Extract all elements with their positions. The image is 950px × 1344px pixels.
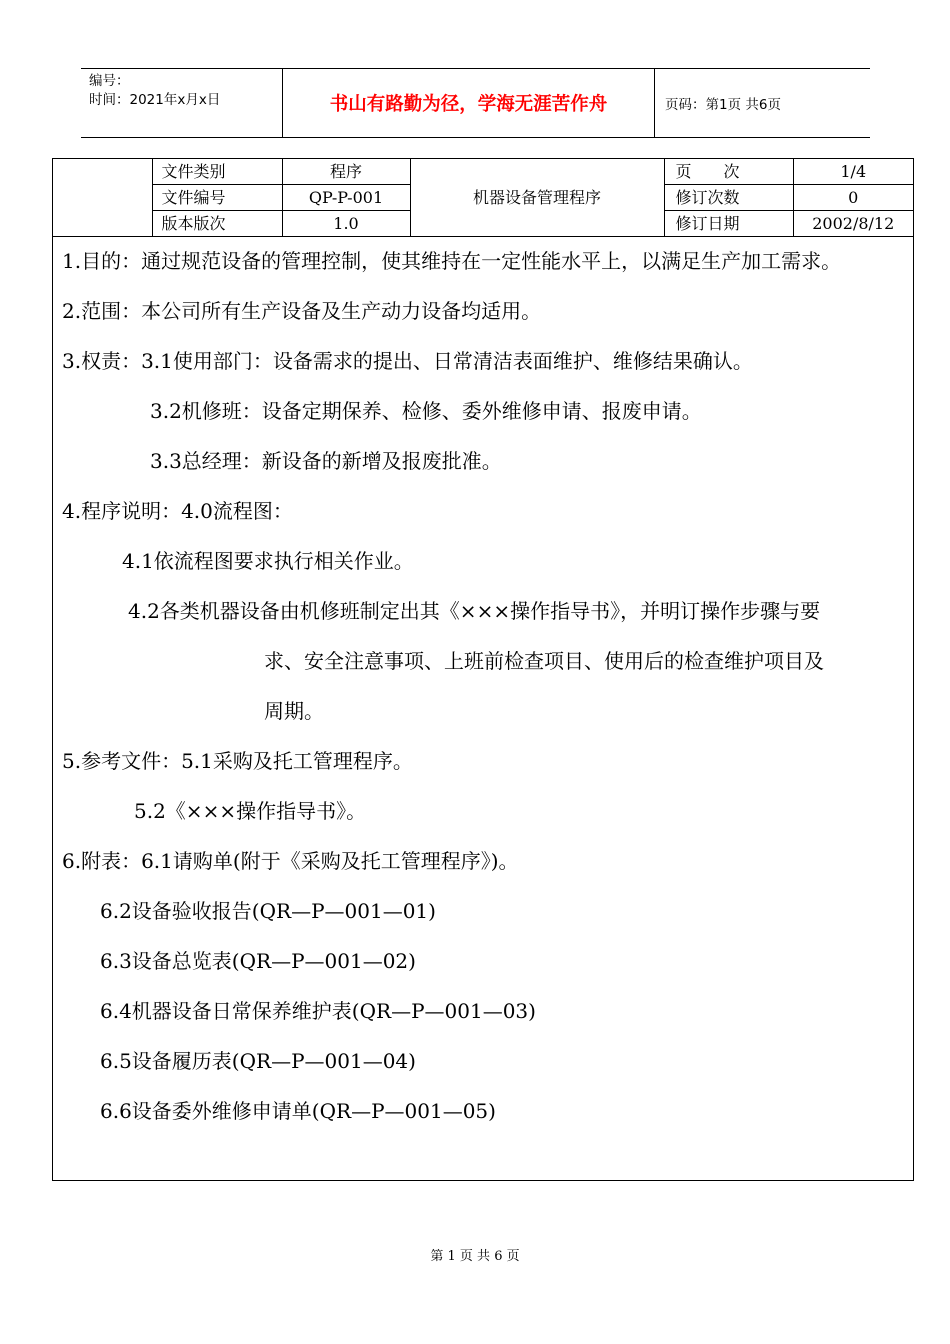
document-meta-table [53, 159, 913, 237]
meta-page-label: 页 次 [664, 159, 793, 185]
header-page-info: 页码：第1页 共6页 [665, 97, 781, 113]
section-procedure-4-2-line3: 周期。 [264, 699, 324, 723]
section-procedure-4-1: 4.1依流程图要求执行相关作业。 [122, 549, 414, 573]
section-purpose: 1.目的：通过规范设备的管理控制，使其维持在一定性能水平上，以满足生产加工需求。 [62, 249, 842, 273]
header-date: 时间：2021年x月x日 [89, 92, 221, 108]
meta-revision-date-value: 2002/8/12 [793, 211, 913, 237]
section-responsibility-3-2: 3.2机修班：设备定期保养、检修、委外维修申请、报废申请。 [150, 399, 702, 423]
section-scope: 2.范围：本公司所有生产设备及生产动力设备均适用。 [62, 299, 542, 323]
section-attachments-6-6: 6.6设备委外维修申请单(QR—P—001—05) [100, 1099, 496, 1123]
section-procedure-4-2-line2: 求、安全注意事项、上班前检查项目、使用后的检查维护项目及 [264, 649, 824, 673]
section-responsibility-3-3: 3.3总经理：新设备的新增及报废批准。 [150, 449, 502, 473]
meta-doc-no-value: QP-P-001 [282, 185, 410, 211]
header-code-label: 编号： [89, 73, 130, 89]
meta-doc-type-value: 程序 [282, 159, 410, 185]
section-references: 5.参考文件：5.1采购及托工管理程序。 [62, 749, 413, 773]
section-procedure-4-2-line1: 4.2各类机器设备由机修班制定出其《×××操作指导书》，并明订操作步骤与要 [128, 599, 821, 623]
meta-doc-type-label: 文件类别 [152, 159, 282, 185]
section-attachments-6-3: 6.3设备总览表(QR—P—001—02) [100, 949, 416, 973]
header-motto: 书山有路勤为径，学海无涯苦作舟 [282, 69, 655, 137]
section-attachments: 6.附表：6.1请购单(附于《采购及托工管理程序》)。 [62, 849, 519, 873]
document-content [62, 236, 907, 1136]
section-attachments-6-5: 6.5设备履历表(QR—P—001—04) [100, 1049, 416, 1073]
meta-page-value: 1/4 [793, 159, 913, 185]
page-footer: 第 1 页 共 6 页 [430, 1249, 520, 1264]
meta-blank-cell [53, 159, 152, 237]
meta-revision-label: 修订次数 [664, 185, 793, 211]
meta-version-label: 版本版次 [152, 211, 282, 237]
running-header [81, 68, 870, 138]
meta-doc-title: 机器设备管理程序 [410, 159, 664, 237]
document-box [52, 158, 914, 1181]
meta-revision-date-label: 修订日期 [664, 211, 793, 237]
section-procedure: 4.程序说明：4.0流程图： [62, 499, 293, 523]
meta-version-value: 1.0 [282, 211, 410, 237]
section-attachments-6-4: 6.4机器设备日常保养维护表(QR—P—001—03) [100, 999, 536, 1023]
section-attachments-6-2: 6.2设备验收报告(QR—P—001—01) [100, 899, 436, 923]
section-responsibility: 3.权责：3.1使用部门：设备需求的提出、日常清洁表面维护、维修结果确认。 [62, 349, 753, 373]
header-code-date [81, 69, 282, 137]
meta-doc-no-label: 文件编号 [152, 185, 282, 211]
meta-revision-value: 0 [793, 185, 913, 211]
section-references-5-2: 5.2《×××操作指导书》。 [134, 799, 367, 823]
